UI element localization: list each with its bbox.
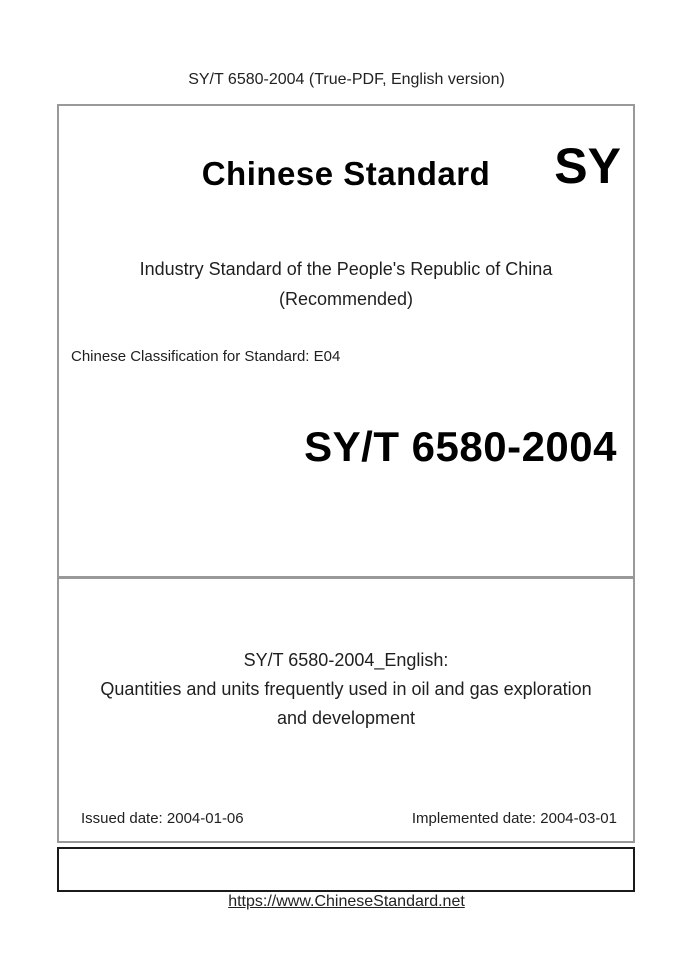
page-footer [0, 892, 693, 911]
classification-code: Chinese Classification for Standard: E04 [71, 348, 341, 365]
standard-title-line-1: SY/T 6580-2004_English: [243, 650, 449, 670]
org-statement [59, 254, 633, 314]
org-statement-line-2: (Recommended) [278, 289, 414, 309]
dates-row [81, 811, 617, 827]
standard-title [59, 646, 633, 733]
cover-top-section [59, 106, 633, 579]
website-link[interactable]: https://www.ChineseStandard.net [228, 893, 465, 910]
page-header-text: SY/T 6580-2004 (True-PDF, English version) [188, 71, 505, 88]
cover-main-box [57, 104, 635, 843]
empty-footer-box [57, 847, 635, 892]
implemented-date: Implemented date: 2004-03-01 [411, 810, 617, 827]
standard-number: SY/T 6580-2004 [304, 423, 617, 470]
brand-title: Chinese Standard [201, 155, 491, 192]
standard-title-line-3: and development [276, 708, 416, 728]
standard-title-line-2: Quantities and units frequently used in oil and gas exploration [100, 679, 592, 699]
org-statement-line-1: Industry Standard of the People's Republic of China [139, 259, 553, 279]
issued-date: Issued date: 2004-01-06 [81, 810, 244, 827]
sy-logo: SY [554, 138, 621, 194]
